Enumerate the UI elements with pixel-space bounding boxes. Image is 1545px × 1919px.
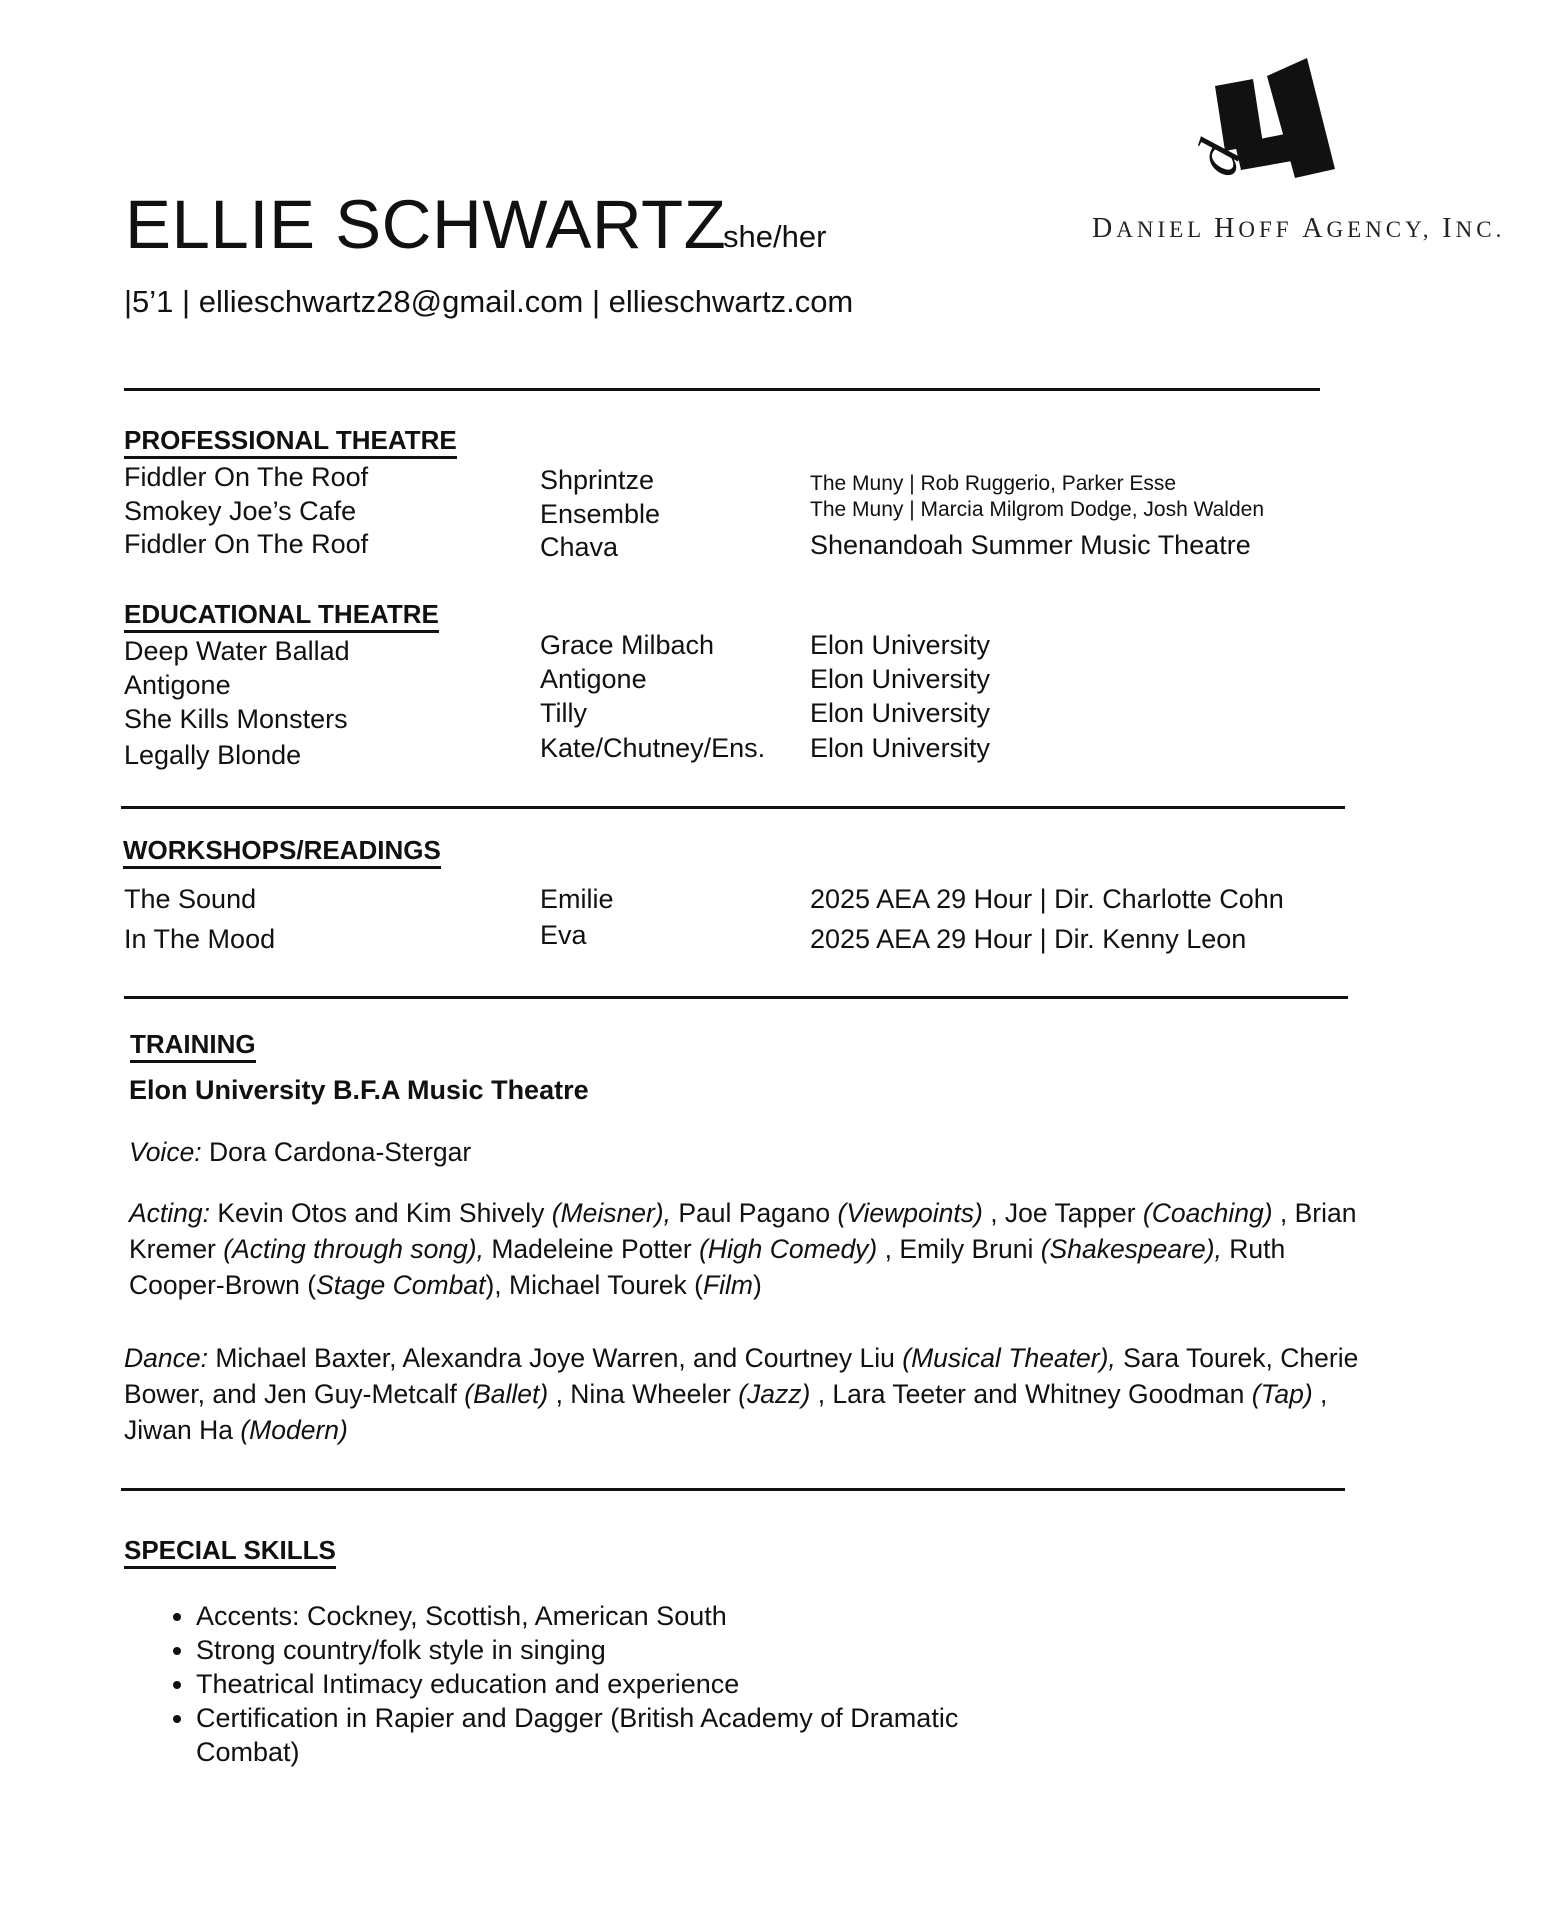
divider (124, 996, 1348, 999)
section-heading-educational: EDUCATIONAL THEATRE (124, 601, 439, 633)
text-run: , Emily Bruni (877, 1234, 1041, 1264)
agency-logo-mark (1181, 58, 1335, 183)
divider (121, 1488, 1345, 1491)
section-heading-professional: PROFESSIONAL THEATRE (124, 427, 457, 459)
credit-show: Deep Water Ballad (124, 636, 350, 666)
credit-show: In The Mood (124, 924, 276, 954)
credit-role: Eva (540, 920, 587, 950)
section-heading-workshops: WORKSHOPS/READINGS (123, 837, 441, 869)
text-run: (Jazz) (738, 1379, 811, 1409)
text-run: , Joe Tapper (982, 1198, 1143, 1228)
text-run: (Coaching) (1142, 1198, 1273, 1228)
agency-word-initial: H (1214, 213, 1239, 244)
text-run: Paul Pagano (671, 1198, 838, 1228)
list-item: • Certification in Rapier and Dagger (British Academy of Dramatic Combat) (196, 1701, 1036, 1769)
text-run: (High Comedy) (699, 1234, 878, 1264)
credit-role: Shprintze (540, 465, 655, 495)
text-run: (Shakespeare), (1040, 1234, 1222, 1264)
text-run: , Jiwan Ha (124, 1379, 1328, 1445)
section-heading-training: TRAINING (130, 1031, 256, 1063)
credit-show: Fiddler On The Roof (124, 462, 369, 492)
agency-word (1302, 213, 1433, 244)
credit-show: The Sound (124, 884, 257, 914)
text-run: ), Michael Tourek ( (485, 1270, 703, 1300)
text-run: Sara Tourek, Cherie Bower, and Jen Guy-Metcalf (124, 1343, 1359, 1409)
text-run: , Brian Kremer (129, 1198, 1357, 1264)
credit-venue: 2025 AEA 29 Hour | Dir. Charlotte Cohn (810, 884, 1284, 914)
section-heading-skills: SPECIAL SKILLS (124, 1537, 336, 1569)
text-run: (Meisner), (551, 1198, 671, 1228)
acting-label: Acting: (129, 1198, 211, 1228)
actor-name: ELLIE SCHWARTZ (125, 186, 727, 263)
agency-word (1442, 213, 1506, 244)
credit-role: Tilly (540, 698, 587, 728)
text-run: (Modern) (240, 1415, 348, 1445)
agency-word-initial: A (1302, 213, 1327, 244)
credit-venue: Shenandoah Summer Music Theatre (810, 530, 1251, 560)
skills-list (160, 1599, 1096, 1769)
agency-name (1092, 213, 1505, 245)
credit-show: Smokey Joe’s Cafe (124, 496, 357, 526)
text-run: Kevin Otos and Kim Shively (210, 1198, 552, 1228)
svg-text:d.: d. (1180, 118, 1260, 184)
credit-venue: Elon University (810, 733, 991, 763)
credit-venue: Elon University (810, 630, 991, 660)
training-acting (129, 1195, 1384, 1303)
agency-word-initial: I (1442, 213, 1456, 244)
text-run: (Viewpoints) (837, 1198, 983, 1228)
text-run: Film (702, 1270, 753, 1300)
training-voice (129, 1134, 1379, 1170)
voice-label: Voice: (129, 1137, 202, 1167)
agency-word-rest: OFF (1238, 217, 1293, 242)
text-run: Michael Baxter, Alexandra Joye Warren, and Courtney Liu (207, 1343, 903, 1373)
credit-role: Antigone (540, 664, 647, 694)
credit-venue: Elon University (810, 664, 991, 694)
pronouns: she/her (723, 219, 827, 254)
dance-label: Dance: (124, 1343, 208, 1373)
text-run: (Musical Theater), (902, 1343, 1116, 1373)
training-school: Elon University B.F.A Music Theatre (129, 1075, 589, 1105)
agency-word (1092, 213, 1205, 244)
agency-word-initial: D (1092, 213, 1117, 244)
text-run: (Tap) (1251, 1379, 1313, 1409)
divider (124, 388, 1320, 391)
agency-word (1214, 213, 1293, 244)
list-item: • Theatrical Intimacy education and experience (196, 1667, 1096, 1701)
training-dance (124, 1340, 1369, 1448)
credit-show: Fiddler On The Roof (124, 529, 369, 559)
text-run: Madeleine Potter (483, 1234, 700, 1264)
credit-role: Chava (540, 532, 619, 562)
credit-venue: Elon University (810, 698, 991, 728)
text-run: Ruth Cooper-Brown ( (129, 1234, 1286, 1300)
agency-word-rest: NC. (1455, 217, 1506, 242)
credit-venue: The Muny | Rob Ruggerio, Parker Esse (810, 472, 1177, 495)
credit-role: Emilie (540, 884, 614, 914)
credit-venue: 2025 AEA 29 Hour | Dir. Kenny Leon (810, 924, 1247, 954)
text-run: , Lara Teeter and Whitney Goodman (810, 1379, 1252, 1409)
contact-line: |5’1 | ellieschwartz28@gmail.com | ellieschwartz.com (124, 284, 854, 319)
credit-role: Grace Milbach (540, 630, 715, 660)
voice-teachers: Dora Cardona-Stergar (201, 1137, 472, 1167)
divider (121, 806, 1345, 809)
credit-show: Antigone (124, 670, 231, 700)
agency-word-rest: ANIEL (1116, 217, 1205, 242)
credit-role: Kate/Chutney/Ens. (540, 733, 766, 763)
text-run: ) (752, 1270, 762, 1300)
credit-role: Ensemble (540, 499, 661, 529)
text-run: (Acting through song), (223, 1234, 484, 1264)
credit-show: Legally Blonde (124, 740, 302, 770)
text-run: Stage Combat (316, 1270, 486, 1300)
list-item: • Accents: Cockney, Scottish, American South (196, 1599, 1096, 1633)
text-run: (Ballet) (464, 1379, 549, 1409)
text-run: , Nina Wheeler (548, 1379, 739, 1409)
agency-word-rest: GENCY, (1326, 217, 1433, 242)
credit-venue: The Muny | Marcia Milgrom Dodge, Josh Walden (810, 498, 1265, 521)
credit-show: She Kills Monsters (124, 704, 348, 734)
list-item: • Strong country/folk style in singing (196, 1633, 1096, 1667)
